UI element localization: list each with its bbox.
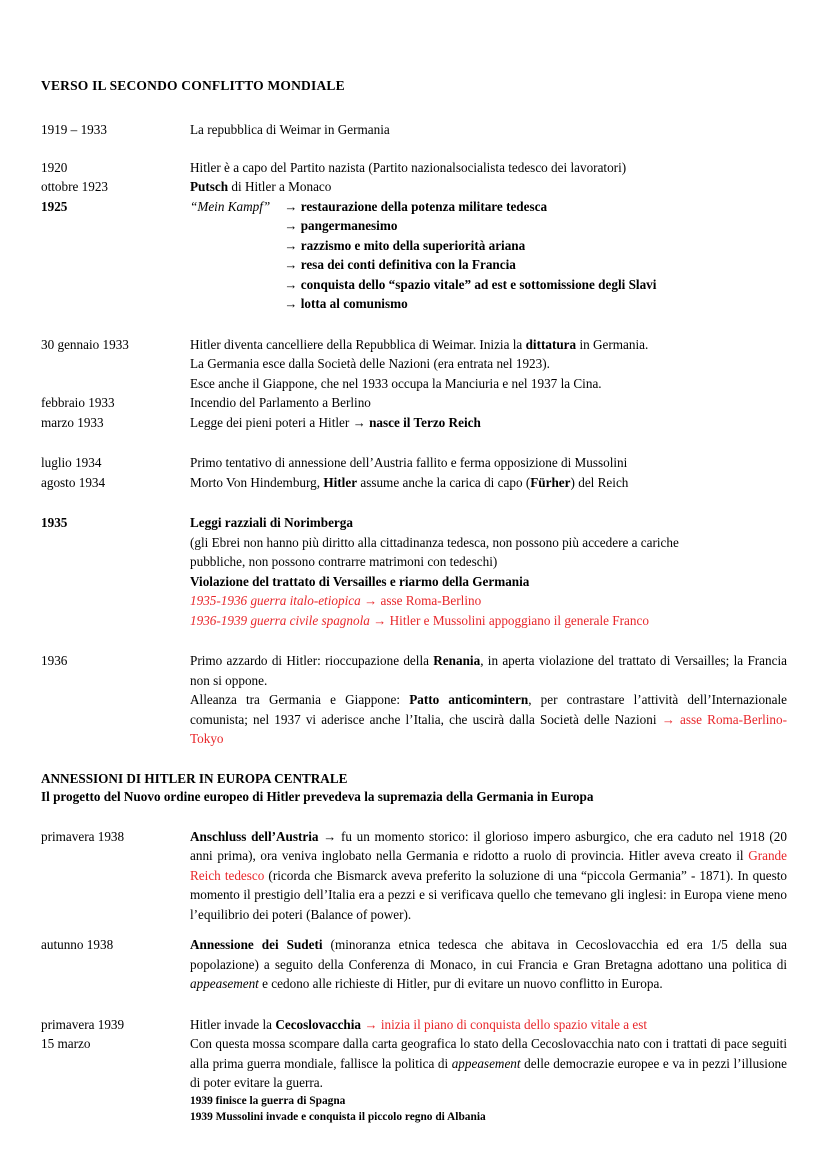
cancelliere-line-1 (190, 335, 787, 355)
text-fragment: assume anche la carica di capo ( (357, 474, 531, 490)
mein-kampf-point: → razzismo e mito della superiorità ariana (284, 237, 526, 253)
entry-pieni-poteri (41, 413, 787, 433)
furher-keyword: Fürher (530, 474, 571, 490)
anticomintern-keyword: Patto anticomintern (409, 692, 529, 707)
entry-anschluss (41, 827, 787, 925)
text-fragment: Hitler diventa cancelliere della Repubblica di Weimar. Inizia la (190, 336, 526, 352)
text-fragment: Hitler invade la (190, 1016, 276, 1032)
appeasement-term: appeasement (190, 976, 259, 991)
entry-date: 1919 – 1933 (41, 122, 107, 137)
entry-date-group (41, 1015, 190, 1054)
text-fragment: (minoranza etnica tedesca che abitava in Cecoslovacchia ed era 1/5 della sua popolazione) a seguito della Conferenza di Monaco, in cui Francia e Gran Bretagna adottano una politica di (190, 937, 787, 972)
text-fragment: Alleanza tra Germania e Giappone: (190, 692, 410, 707)
norimberga-title: Leggi razziali di Norimberga (190, 515, 353, 530)
text-fragment: in Germania. (576, 336, 649, 352)
text-fragment: Morto Von Hindemburg, (190, 474, 324, 490)
entry-date: 1936 (41, 653, 68, 668)
section-subheading-nuovo-ordine: Il progetto del Nuovo ordine europeo di Hitler prevedeva la supremazia della Germania in Europa (41, 788, 594, 804)
text-fragment: 1935-1936 guerra italo-etiopica (190, 593, 361, 608)
terzo-reich-keyword: nasce il Terzo Reich (369, 414, 481, 430)
mein-kampf-point: → conquista dello “spazio vitale” ad est e sottomissione degli Slavi (284, 276, 657, 292)
mein-kampf-points (284, 197, 656, 314)
text-fragment: 1936-1939 guerra civile spagnola (190, 612, 370, 628)
text-fragment: → fu un momento storico: il glorioso impero asburgico, che era caduto nel 1918 (20 anni prima), ora veniva inglobato nella Germania e ridotto a ruolo di provincia. Hitler aveva creato il (190, 828, 787, 863)
spacer (41, 140, 787, 158)
entry-date: febbraio 1933 (41, 395, 115, 410)
note-guerra-spagna: 1939 finisce la guerra di Spagna (190, 1094, 346, 1107)
page-title: VERSO IL SECONDO CONFLITTO MONDIALE (41, 78, 345, 93)
entry-date: primavera 1938 (41, 828, 125, 844)
entry-date: 30 gennaio 1933 (41, 336, 129, 352)
entry-putsch (41, 177, 787, 197)
spacer (41, 432, 787, 453)
cancelliere-line-2: La Germania esce dalla Società delle Nazioni (era entrata nel 1923). (190, 356, 550, 371)
text-fragment: , in aperta violazione del trattato di Versailles; la Francia non si oppone. (190, 653, 787, 688)
renania-paragraph-2 (190, 690, 787, 749)
mein-kampf-row (190, 197, 787, 314)
spacer (41, 994, 787, 1015)
note-albania: 1939 Mussolini invade e conquista il piccolo regno di Albania (190, 1111, 486, 1123)
text-fragment: Legge dei pieni poteri a Hitler → (190, 414, 370, 430)
dittatura-keyword: dittatura (525, 336, 577, 352)
entry-weimar (41, 120, 787, 140)
entry-date: autunno 1938 (41, 937, 114, 952)
entry-date: ottobre 1923 (41, 179, 109, 194)
spacer (41, 806, 787, 827)
entry-reichstag (41, 393, 787, 413)
text-fragment: Violazione del trattato di Versailles e riarmo della Germania (190, 573, 530, 589)
renania-paragraph-1 (190, 651, 787, 690)
cecoslovacchia-line-1 (190, 1015, 787, 1035)
entry-nazi-party (41, 158, 787, 178)
hitler-keyword: Hitler (323, 474, 358, 490)
sudeti-keyword: Annessione dei Sudeti (190, 937, 323, 952)
text-fragment: → asse Roma-Berlino (360, 593, 482, 608)
text-fragment: ) del Reich (570, 474, 629, 490)
entry-body: La repubblica di Weimar in Germania (190, 122, 390, 137)
putsch-keyword: Putsch (190, 179, 229, 194)
red-note-italo-etiopica (190, 591, 787, 611)
cecoslovacchia-keyword: Cecoslovacchia (275, 1016, 362, 1032)
entry-date: agosto 1934 (41, 474, 106, 490)
putsch-rest: di Hitler a Monaco (228, 179, 332, 194)
entry-body (190, 177, 787, 197)
text-fragment: , per contrastare l’attività dell’Internazionale comunista; nel 1937 vi aderisce anche l’Italia, che uscirà dalla Società delle Nazioni (190, 692, 788, 727)
entry-renania (41, 651, 787, 749)
section-heading-annessioni: ANNESSIONI DI HITLER IN EUROPA CENTRALE (41, 770, 348, 786)
entry-hindemburg (41, 473, 787, 493)
entry-cecoslovacchia (41, 1015, 787, 1126)
renania-keyword: Renania (433, 653, 481, 668)
spacer (41, 630, 787, 651)
entry-date: 1935 (41, 515, 68, 530)
red-note-guerra-spagnola (190, 611, 787, 631)
spacer (41, 492, 787, 513)
spacer (41, 924, 787, 935)
text-fragment: Con questa mossa scompare dalla carta geografica lo stato della Cecoslovacchia nato con i trattati di pace seguiti alla prima guerra mondiale, fallisce la politica di (190, 1036, 787, 1071)
mein-kampf-point: → pangermanesimo (284, 218, 398, 233)
entry-mein-kampf (41, 197, 787, 314)
text-fragment: → Hitler e Mussolini appoggiano il generale Franco (369, 612, 649, 628)
entry-date: luglio 1934 (41, 455, 102, 470)
cancelliere-line-3: Esce anche il Giappone, che nel 1933 occupa la Manciuria e nel 1937 la Cina. (190, 375, 602, 391)
spacer (41, 749, 787, 770)
red-note-spazio-vitale: → inizia il piano di conquista dello spazio vitale a est (361, 1016, 648, 1032)
mein-kampf-title: “Mein Kampf” (190, 198, 271, 214)
entry-body: Hitler è a capo del Partito nazista (Partito nazionalsocialista tedesco dei lavoratori) (190, 159, 627, 175)
text-fragment: (ricorda che Bismarck aveva preferito la soluzione di una “piccola Germania” - 1871). In questo momento il prestigio dell’Italia era a pezzi e si verificava quello che temevano gli inglesi: in Europa viene meno l’equilibrio dei poteri (Balance of power). (190, 867, 788, 922)
entry-austria-1934 (41, 453, 787, 473)
entry-cancelliere (41, 335, 787, 394)
entry-date: primavera 1939 (41, 1016, 125, 1032)
cecoslovacchia-paragraph (190, 1034, 787, 1093)
text-fragment: delle democrazie europee e va in pezzi l’illusione di poter evitare la guerra. (190, 1055, 787, 1090)
entry-body: Primo tentativo di annessione dell’Austria fallito e ferma opposizione di Mussolini (190, 455, 628, 470)
violazione-versailles (190, 572, 787, 592)
entry-norimberga (41, 513, 787, 630)
norimberga-paren-line-1: (gli Ebrei non hanno più diritto alla cittadinanza tedesca, non possono più accedere a cariche (190, 534, 679, 550)
red-note-grande-reich: Grande Reich tedesco (190, 848, 787, 883)
entry-body: Incendio del Parlamento a Berlino (190, 395, 371, 410)
red-note-asse-tokyo: → asse Roma-Berlino-Tokyo (190, 711, 788, 746)
entry-date: 1925 (41, 198, 68, 214)
mein-kampf-point: → lotta al comunismo (284, 296, 408, 311)
entry-sudeti (41, 935, 787, 994)
appeasement-term: appeasement (451, 1055, 521, 1071)
text-fragment: Primo azzardo di Hitler: rioccupazione della (190, 653, 434, 668)
spacer (41, 314, 787, 335)
entry-date: 1920 (41, 159, 68, 175)
mein-kampf-point: → resa dei conti definitiva con la Francia (284, 257, 516, 272)
text-fragment: e cedono alle richieste di Hitler, pur di evitare un nuovo conflitto in Europa. (258, 976, 663, 991)
entry-date-secondary: 15 marzo (41, 1036, 91, 1051)
norimberga-paren-line-2: pubbliche, non possono contrarre matrimoni con tedeschi) (190, 554, 498, 569)
entry-date: marzo 1933 (41, 414, 104, 430)
anschluss-keyword: Anschluss dell’Austria (190, 828, 319, 844)
mein-kampf-point: → restaurazione della potenza militare tedesca (284, 198, 548, 214)
